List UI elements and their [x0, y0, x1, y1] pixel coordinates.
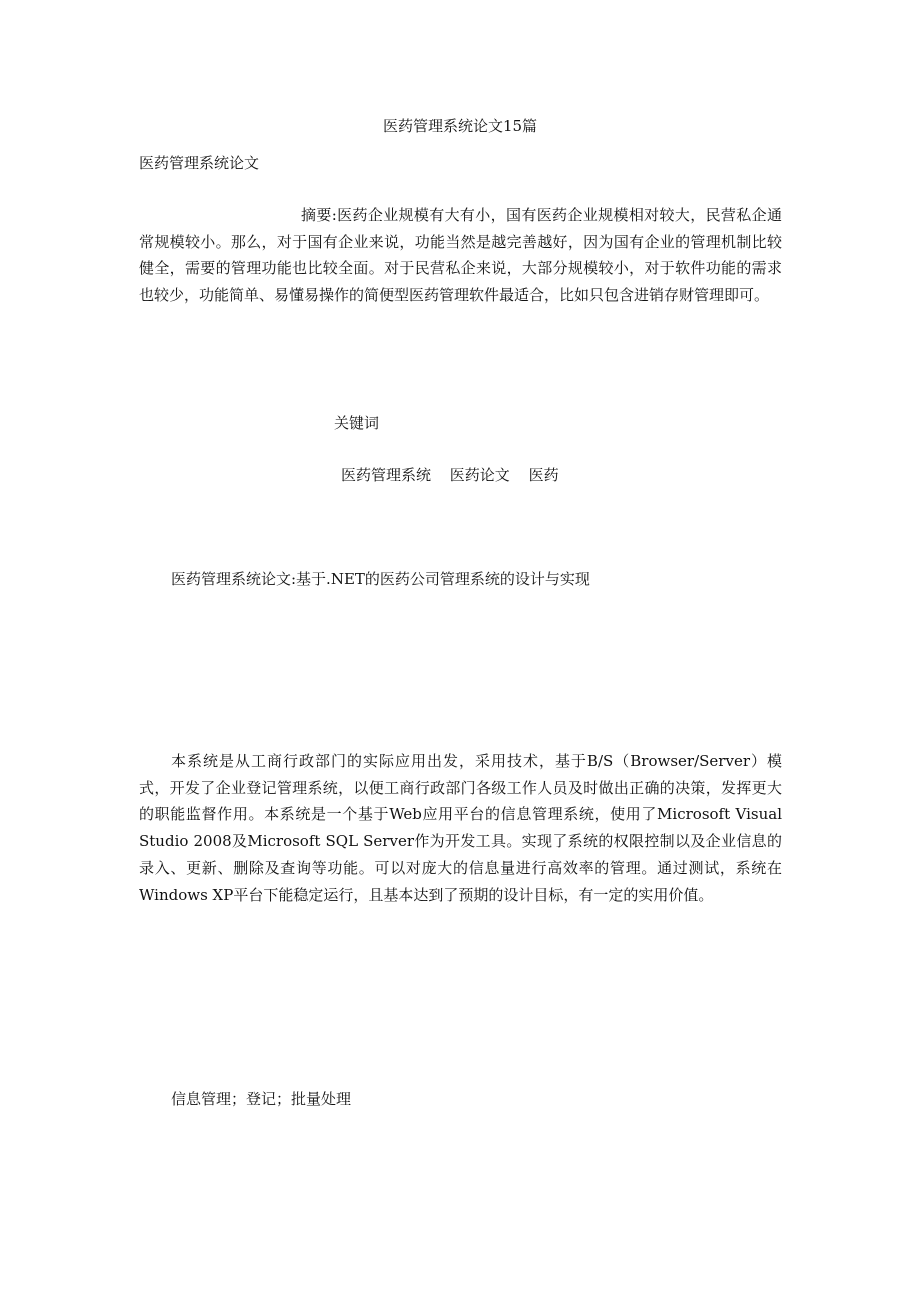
- body-paragraph: 本系统是从工商行政部门的实际应用出发，采用技术，基于B/S（Browser/Server）模式，开发了企业登记管理系统，以便工商行政部门各级工作人员及时做出正确的决策，发挥更大的职能监督作用。本系统是一个基于Web应用平台的信息管理系统，使用了Microsoft Visual Studio 2008及Microsoft SQL Server作为开发工具。实现了系统的权限控制以及企业信息的录入、更新、删除及查询等功能。可以对庞大的信息量进行高效率的管理。通过测试，系统在Windows XP平台下能稳定运行，且基本达到了预期的设计目标，有一定的实用价值。: [139, 752, 782, 904]
- abstract-label: 摘要:: [301, 206, 337, 224]
- keywords-list: [341, 463, 573, 487]
- keyword-item: 医药论文: [449, 466, 510, 484]
- keyword-item: 医药: [528, 466, 559, 484]
- section-heading: 医药管理系统论文: [139, 154, 260, 172]
- keywords-label: 关键词: [334, 414, 380, 432]
- abstract-text: 医药企业规模有大有小，国有医药企业规模相对较大，民营私企通常规模较小。那么，对于国有企业来说，功能当然是越完善越好，因为国有企业的管理机制比较健全，需要的管理功能也比较全面。对于民营私企来说，大部分规模较小，对于软件功能的需求也较少，功能简单、易懂易操作的简便型医药管理软件最适合，比如只包含进销存财管理即可。: [139, 206, 782, 305]
- paper-title: 医药管理系统论文:基于.NET的医药公司管理系统的设计与实现: [171, 570, 590, 588]
- document-title: 医药管理系统论文15篇: [382, 117, 538, 135]
- bottom-keywords: 信息管理；登记；批量处理: [171, 1090, 352, 1108]
- abstract-paragraph: [139, 202, 782, 309]
- keyword-item: 医药管理系统: [341, 466, 432, 484]
